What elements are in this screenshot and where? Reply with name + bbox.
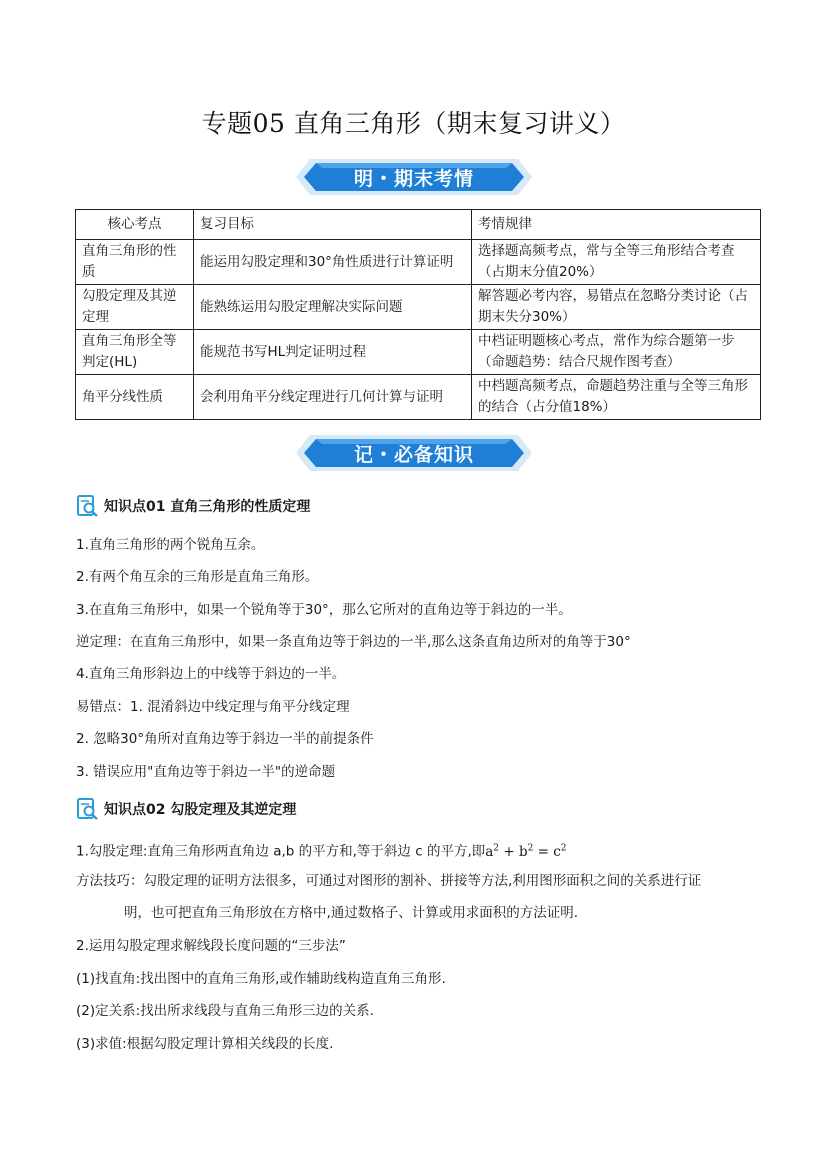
table-row: [76, 330, 761, 375]
kp1-line: 3. 错误应用"直角边等于斜边一半"的逆命题: [76, 764, 336, 780]
table-cell: 中档证明题核心考点，常作为综合题第一步（命题趋势：结合尺规作图考查）: [472, 330, 761, 375]
kp1-line: 4.直角三角形斜边上的中线等于斜边的一半。: [76, 666, 346, 682]
kp1-line: 1.直角三角形的两个锐角互余。: [76, 537, 265, 553]
table-row: [76, 375, 761, 420]
pythagorean-theorem-text: 1.勾股定理:直角三角形两直角边 a,b 的平方和,等于斜边 c 的平方,即: [76, 843, 486, 860]
table-cell: 会利用角平分线定理进行几何计算与证明: [194, 375, 472, 420]
exam-banner: [296, 154, 532, 200]
method-tip-continuation: 明，也可把直角三角形放在方格中,通过数格子、计算或用求面积的方法证明.: [124, 905, 579, 921]
table-row: [76, 240, 761, 285]
knowledge-point-2-heading: [76, 796, 296, 822]
magnifier-document-icon: [76, 494, 100, 518]
pythagorean-theorem-line: [76, 838, 766, 862]
kp1-line: 2. 忽略30°角所对直角边等于斜边一半的前提条件: [76, 731, 374, 747]
table-row: [76, 285, 761, 330]
table-cell: 解答题必考内容，易错点在忽略分类讨论（占期末失分30%）: [472, 285, 761, 330]
kp2-line: (3)求值:根据勾股定理计算相关线段的长度.: [76, 1036, 334, 1052]
table-header-cell: 核心考点: [76, 210, 194, 240]
table-cell: 直角三角形的性质: [76, 240, 194, 285]
knowledge-banner-label: 记・必备知识: [353, 443, 474, 466]
table-cell: 勾股定理及其逆定理: [76, 285, 194, 330]
table-cell: 中档题高频考点，命题趋势注重与全等三角形的结合（占分值18%）: [472, 375, 761, 420]
kp2-line: 2.运用勾股定理求解线段长度问题的“三步法”: [76, 938, 346, 954]
pythagorean-formula: $a^2 + b^2 = c^2$: [485, 843, 567, 860]
kp2-line: (1)找直角:找出图中的直角三角形,或作辅助线构造直角三角形.: [76, 971, 446, 987]
knowledge-point-1-title: 知识点01 直角三角形的性质定理: [104, 499, 311, 515]
kp1-line: 逆定理：在直角三角形中，如果一条直角边等于斜边的一半,那么这条直角边所对的角等于30°: [76, 634, 631, 650]
magnifier-document-icon: [76, 797, 100, 821]
table-cell: 直角三角形全等判定(HL): [76, 330, 194, 375]
page-title: 专题05 直角三角形（期末复习讲义）: [201, 109, 626, 138]
table-cell: 能规范书写HL判定证明过程: [194, 330, 472, 375]
kp1-line: 易错点：1. 混淆斜边中线定理与角平分线定理: [76, 699, 350, 715]
table-cell: 选择题高频考点，常与全等三角形结合考查（占期末分值20%）: [472, 240, 761, 285]
table-header-cell: 复习目标: [194, 210, 472, 240]
exam-table: [75, 209, 761, 420]
kp1-line: 2.有两个角互余的三角形是直角三角形。: [76, 569, 319, 585]
knowledge-point-1-heading: [76, 493, 310, 519]
exam-banner-label: 明・期末考情: [353, 167, 474, 190]
kp1-line: 3.在直角三角形中，如果一个锐角等于30°，那么它所对的直角边等于斜边的一半。: [76, 602, 572, 618]
knowledge-point-2-title: 知识点02 勾股定理及其逆定理: [104, 802, 297, 818]
table-cell: 能熟练运用勾股定理解决实际问题: [194, 285, 472, 330]
table-header-row: [76, 210, 761, 240]
kp2-line: (2)定关系:找出所求线段与直角三角形三边的关系.: [76, 1003, 374, 1019]
table-cell: 能运用勾股定理和30°角性质进行计算证明: [194, 240, 472, 285]
table-cell: 角平分线性质: [76, 375, 194, 420]
table-header-cell: 考情规律: [472, 210, 761, 240]
knowledge-banner: [296, 430, 532, 476]
method-tip-line: 方法技巧：勾股定理的证明方法很多，可通过对图形的割补、拼接等方法,利用图形面积之间的关系进行证: [76, 873, 702, 889]
